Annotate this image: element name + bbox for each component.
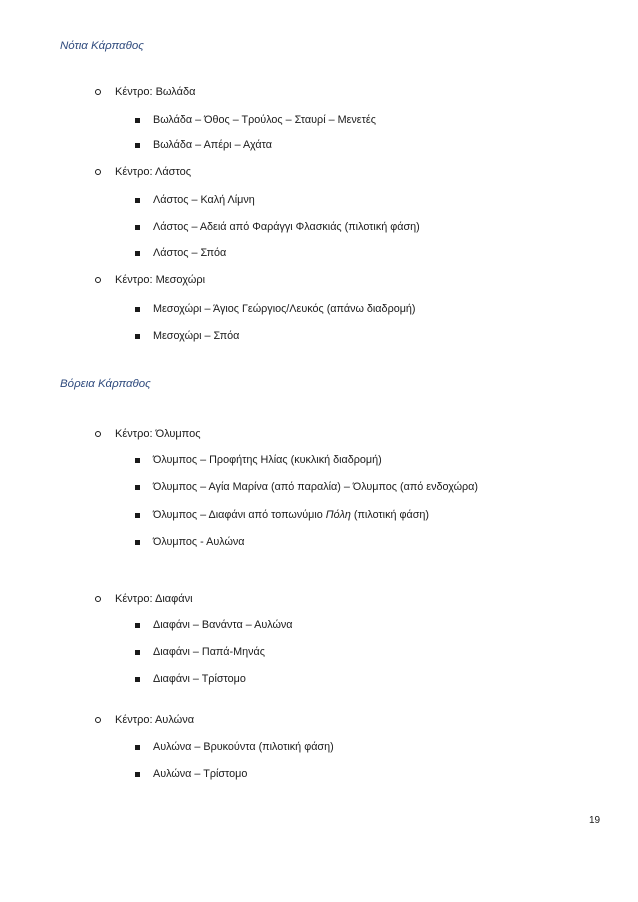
route-item: Όλυμπος – Αγία Μαρίνα (από παραλία) – Όλυμπος (από ενδοχώρα) bbox=[135, 481, 478, 493]
route-item: Διαφάνι – Τρίστομο bbox=[135, 673, 246, 685]
route-item: Βωλάδα – Απέρι – Αχάτα bbox=[135, 139, 272, 151]
hollow-circle-bullet-icon bbox=[95, 431, 101, 437]
square-bullet-icon bbox=[135, 198, 140, 203]
hollow-circle-bullet-icon bbox=[95, 277, 101, 283]
route-item: Λάστος – Αδειά από Φαράγγι Φλασκιάς (πιλοτική φάση) bbox=[135, 221, 420, 233]
hollow-circle-bullet-icon bbox=[95, 596, 101, 602]
square-bullet-icon bbox=[135, 772, 140, 777]
center-olympos: Κέντρο: Όλυμπος bbox=[95, 428, 201, 440]
section-title-north: Βόρεια Κάρπαθος bbox=[60, 378, 151, 390]
square-bullet-icon bbox=[135, 485, 140, 490]
square-bullet-icon bbox=[135, 650, 140, 655]
square-bullet-icon bbox=[135, 745, 140, 750]
square-bullet-icon bbox=[135, 251, 140, 256]
section-title-south: Νότια Κάρπαθος bbox=[60, 40, 144, 52]
page-number: 19 bbox=[589, 815, 601, 826]
route-item: Όλυμπος - Αυλώνα bbox=[135, 536, 245, 548]
route-item: Λάστος – Σπόα bbox=[135, 247, 226, 259]
square-bullet-icon bbox=[135, 225, 140, 230]
square-bullet-icon bbox=[135, 334, 140, 339]
route-item: Λάστος – Καλή Λίμνη bbox=[135, 194, 255, 206]
square-bullet-icon bbox=[135, 458, 140, 463]
center-mesochori: Κέντρο: Μεσοχώρι bbox=[95, 274, 205, 286]
center-lastos: Κέντρο: Λάστος bbox=[95, 166, 191, 178]
route-item: Αυλώνα – Βρυκούντα (πιλοτική φάση) bbox=[135, 741, 334, 753]
route-item: Μεσοχώρι – Σπόα bbox=[135, 330, 239, 342]
square-bullet-icon bbox=[135, 677, 140, 682]
square-bullet-icon bbox=[135, 513, 140, 518]
square-bullet-icon bbox=[135, 118, 140, 123]
route-item: Διαφάνι – Παπά-Μηνάς bbox=[135, 646, 265, 658]
square-bullet-icon bbox=[135, 540, 140, 545]
route-item: Μεσοχώρι – Άγιος Γεώργιος/Λευκός (απάνω διαδρομή) bbox=[135, 303, 416, 315]
square-bullet-icon bbox=[135, 623, 140, 628]
square-bullet-icon bbox=[135, 307, 140, 312]
center-avlona: Κέντρο: Αυλώνα bbox=[95, 714, 194, 726]
square-bullet-icon bbox=[135, 143, 140, 148]
center-diafani: Κέντρο: Διαφάνι bbox=[95, 593, 193, 605]
route-item: Όλυμπος – Διαφάνι από τοπωνύμιο Πόλη (πιλοτική φάση) bbox=[135, 509, 429, 521]
hollow-circle-bullet-icon bbox=[95, 169, 101, 175]
route-item: Αυλώνα – Τρίστομο bbox=[135, 768, 247, 780]
hollow-circle-bullet-icon bbox=[95, 89, 101, 95]
route-item: Όλυμπος – Προφήτης Ηλίας (κυκλική διαδρομή) bbox=[135, 454, 382, 466]
center-volada: Κέντρο: Βωλάδα bbox=[95, 86, 195, 98]
route-item: Διαφάνι – Βανάντα – Αυλώνα bbox=[135, 619, 293, 631]
route-item: Βωλάδα – Όθος – Τρούλος – Σταυρί – Μενετές bbox=[135, 114, 376, 126]
hollow-circle-bullet-icon bbox=[95, 717, 101, 723]
